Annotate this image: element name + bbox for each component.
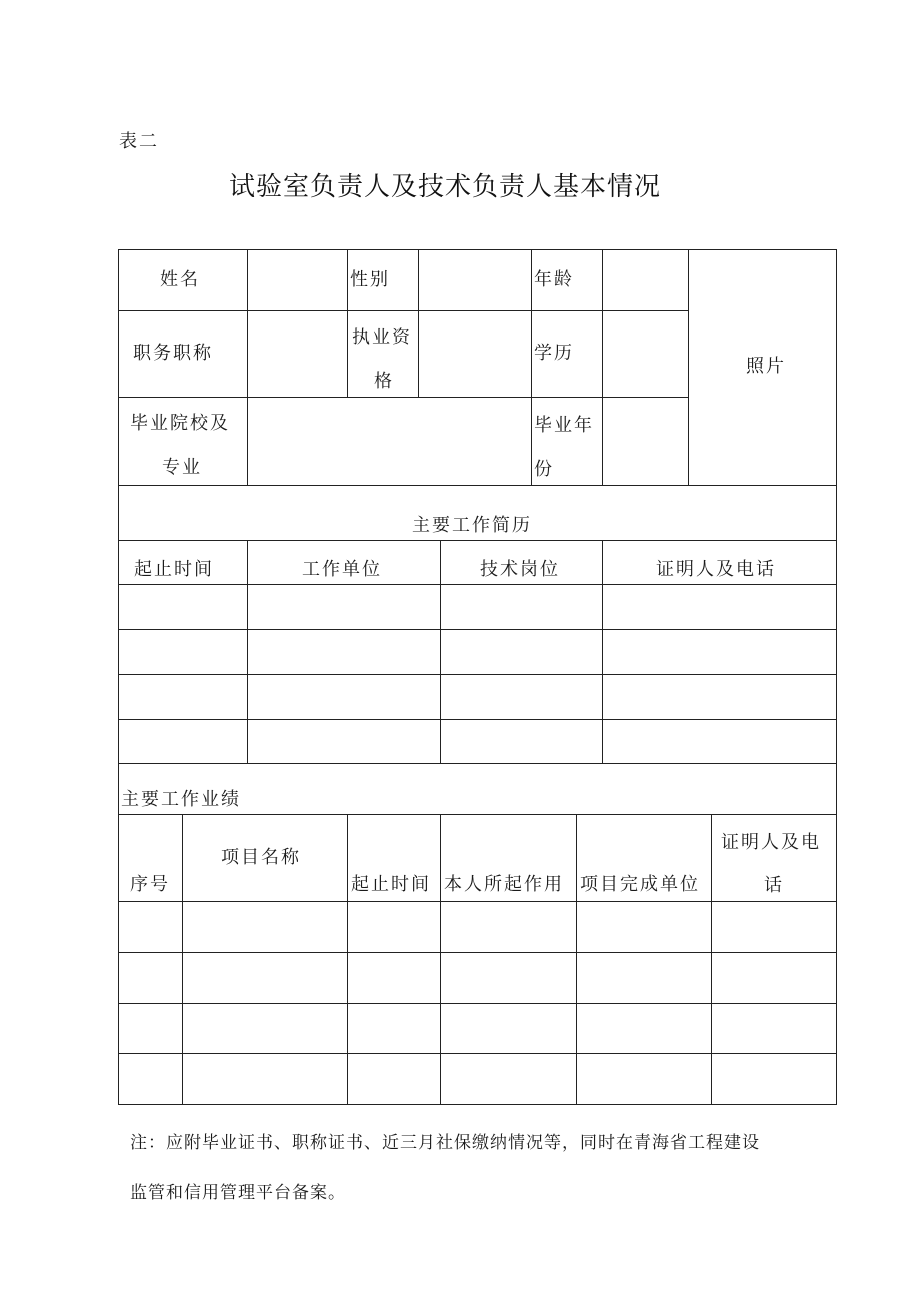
- table-rule-vertical: [440, 814, 441, 1105]
- table-rule-vertical: [347, 249, 348, 398]
- achievements-col-witness-line2: 话: [764, 875, 784, 896]
- grad-year-label-line1: 毕业年: [534, 415, 594, 436]
- work-history-col-witness: 证明人及电话: [656, 559, 776, 580]
- table-rule-horizontal: [118, 629, 837, 630]
- table-rule-horizontal: [118, 485, 837, 486]
- table-rule-vertical: [440, 540, 441, 764]
- name-label: 姓名: [160, 269, 200, 290]
- table-rule-horizontal: [118, 1003, 837, 1004]
- table-rule-vertical: [247, 249, 248, 486]
- table-rule-vertical: [182, 814, 183, 1105]
- page-title: 试验室负责人及技术负责人基本情况: [228, 172, 661, 202]
- table-rule-vertical: [576, 814, 577, 1105]
- work-history-col-position: 技术岗位: [480, 559, 560, 580]
- table-rule-vertical: [602, 540, 603, 764]
- table-label: 表二: [119, 131, 159, 152]
- school-major-label-line1: 毕业院校及: [130, 413, 230, 434]
- achievements-col-role: 本人所起作用: [444, 874, 564, 895]
- school-major-label-line2: 专业: [162, 457, 202, 478]
- grad-year-label-line2: 份: [534, 459, 554, 480]
- table-rule-horizontal: [118, 1053, 837, 1054]
- table-rule-vertical: [347, 814, 348, 1105]
- table-rule-horizontal: [118, 763, 837, 764]
- photo-placeholder: 照片: [746, 356, 786, 377]
- footnote-line2: 监管和信用管理平台备案。: [130, 1183, 346, 1203]
- table-rule-horizontal: [118, 249, 837, 250]
- table-rule-vertical: [531, 249, 532, 486]
- table-rule-vertical: [836, 249, 837, 1105]
- qualification-label-line2: 格: [374, 371, 394, 392]
- achievements-col-seq: 序号: [130, 874, 170, 895]
- achievements-col-unit: 项目完成单位: [580, 874, 700, 895]
- table-rule-vertical: [247, 540, 248, 764]
- table-rule-horizontal: [118, 310, 689, 311]
- education-label: 学历: [534, 343, 574, 364]
- table-rule-horizontal: [118, 719, 837, 720]
- table-rule-vertical: [688, 249, 689, 486]
- footnote-line1: 注：应附毕业证书、职称证书、近三月社保缴纳情况等，同时在青海省工程建设: [130, 1133, 760, 1153]
- work-history-title: 主要工作简历: [412, 515, 532, 536]
- work-history-col-employer: 工作单位: [302, 559, 382, 580]
- achievements-col-witness-line1: 证明人及电: [721, 832, 821, 853]
- table-rule-horizontal: [118, 397, 689, 398]
- work-history-col-period: 起止时间: [134, 559, 214, 580]
- position-title-label: 职务职称: [133, 343, 213, 364]
- gender-label: 性别: [350, 269, 390, 290]
- table-rule-vertical: [418, 249, 419, 398]
- table-rule-vertical: [602, 249, 603, 486]
- age-label: 年龄: [534, 269, 574, 290]
- table-rule-horizontal: [118, 1104, 837, 1105]
- qualification-label-line1: 执业资: [352, 327, 412, 348]
- achievements-title: 主要工作业绩: [121, 789, 241, 810]
- table-rule-horizontal: [118, 952, 837, 953]
- table-rule-vertical: [118, 249, 119, 1105]
- achievements-col-project-name: 项目名称: [221, 847, 301, 868]
- table-rule-horizontal: [118, 674, 837, 675]
- table-rule-vertical: [711, 814, 712, 1105]
- achievements-col-period: 起止时间: [351, 874, 431, 895]
